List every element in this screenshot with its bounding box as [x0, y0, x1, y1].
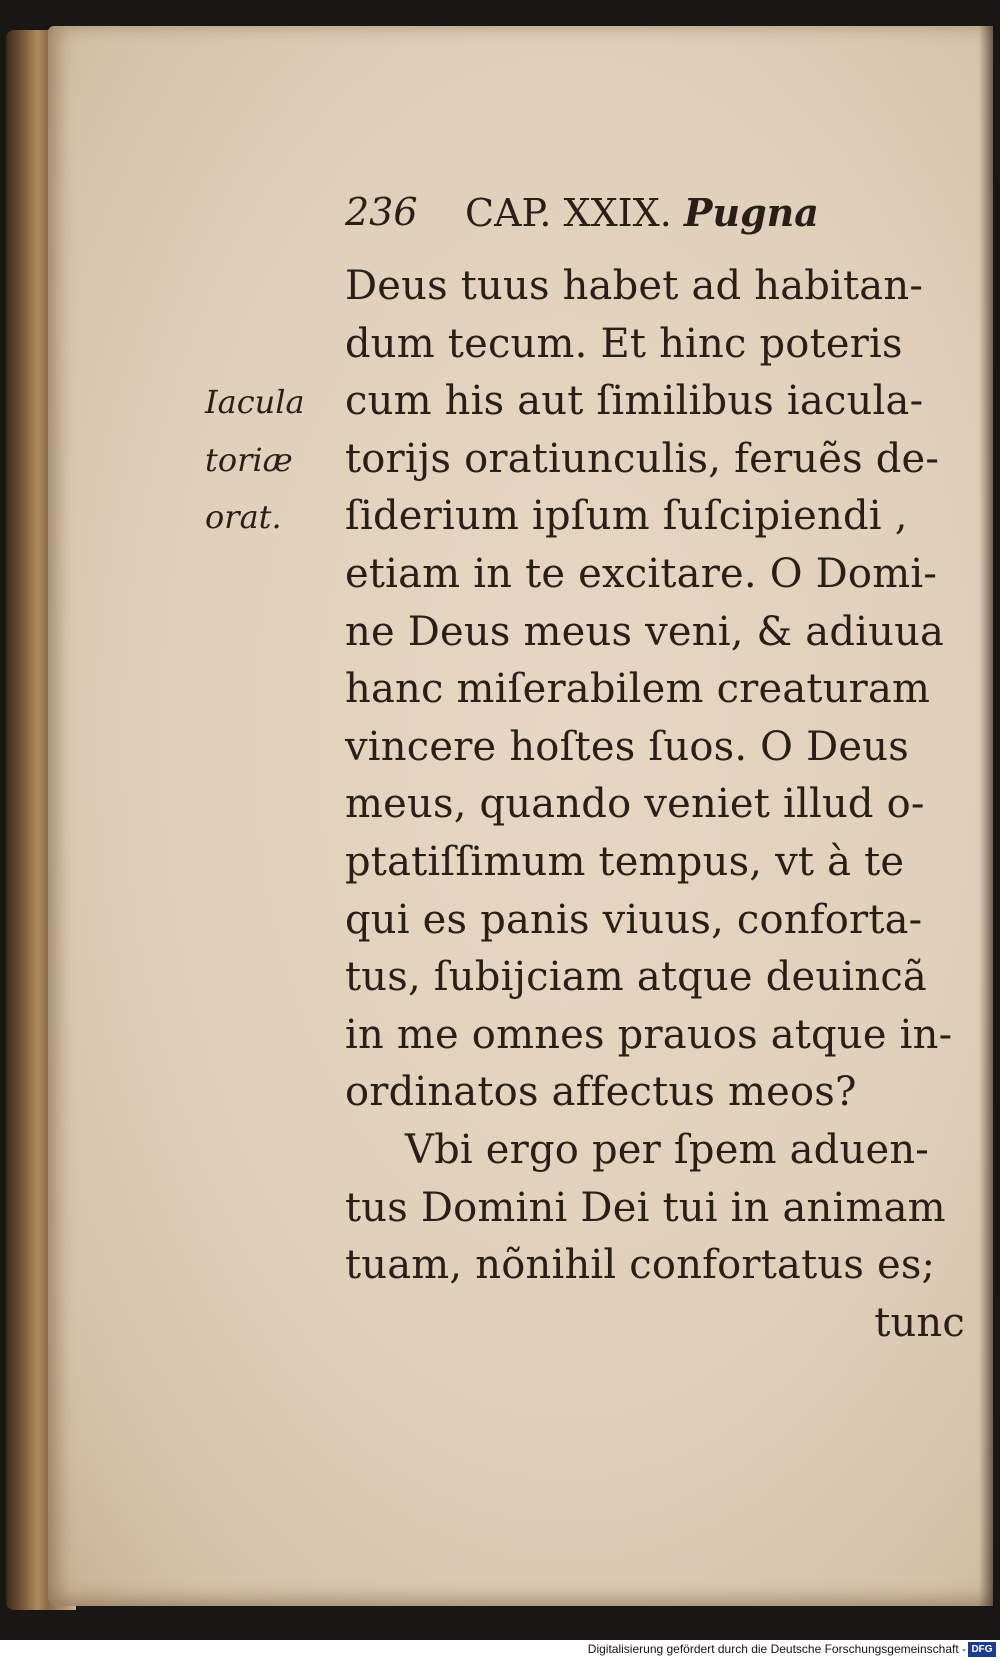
text-line: ne Deus meus veni, & adiuua [345, 608, 945, 655]
text-line: meus, quando veniet illud o- [345, 781, 925, 828]
chapter-label: CAP. XXIX. [465, 191, 672, 235]
text-line: ſiderium ipſum ſuſcipiendi , [345, 493, 908, 540]
dfg-logo: DFG [968, 1642, 996, 1657]
running-title-italic: Pugna [683, 190, 819, 235]
text-line: Deus tuus habet ad habitan- [345, 263, 924, 309]
text-line: in me omnes prauos atque in- [345, 1011, 953, 1058]
text-line: torijs oratiunculis, feruẽs de- [345, 435, 940, 482]
body-text [345, 258, 965, 1352]
text-line: Vbi ergo per ſpem aduen- [405, 1126, 929, 1173]
gutter-shadow [979, 26, 993, 1606]
running-header [345, 190, 875, 242]
text-line: cum his aut ſimilibus iacula- [345, 378, 924, 425]
text-line: dum tecum. Et hinc poteris [345, 320, 903, 367]
margin-note-line: Iacula [205, 383, 305, 421]
text-line: hanc miſerabilem creaturam [345, 666, 931, 713]
text-line: ptatiſſimum tempus, vt à te [345, 838, 905, 885]
text-line: etiam in te excitare. O Domi- [345, 550, 938, 597]
page-number: 236 [345, 190, 418, 234]
margin-note-line: toriæ [205, 440, 293, 479]
catchword: tunc [874, 1299, 965, 1346]
running-title [465, 190, 819, 235]
text-line: tus, ſubijciam atque deuincã [345, 954, 927, 1001]
text-line: qui es panis viuus, conforta- [345, 896, 923, 943]
text-line: vincere hoſtes ſuos. O Deus [345, 723, 909, 770]
text-line: tus Domini Dei tui in animam [345, 1184, 946, 1231]
text-line: tuam, nõnihil confortatus es; [345, 1242, 936, 1289]
margin-note [205, 374, 325, 547]
margin-note-line: orat. [205, 498, 282, 537]
funding-credit: Digitalisierung gefördert durch die Deutsche Forschungsgemeinschaft - [587, 1642, 966, 1656]
text-line: ordinatos affectus meos? [345, 1069, 857, 1116]
